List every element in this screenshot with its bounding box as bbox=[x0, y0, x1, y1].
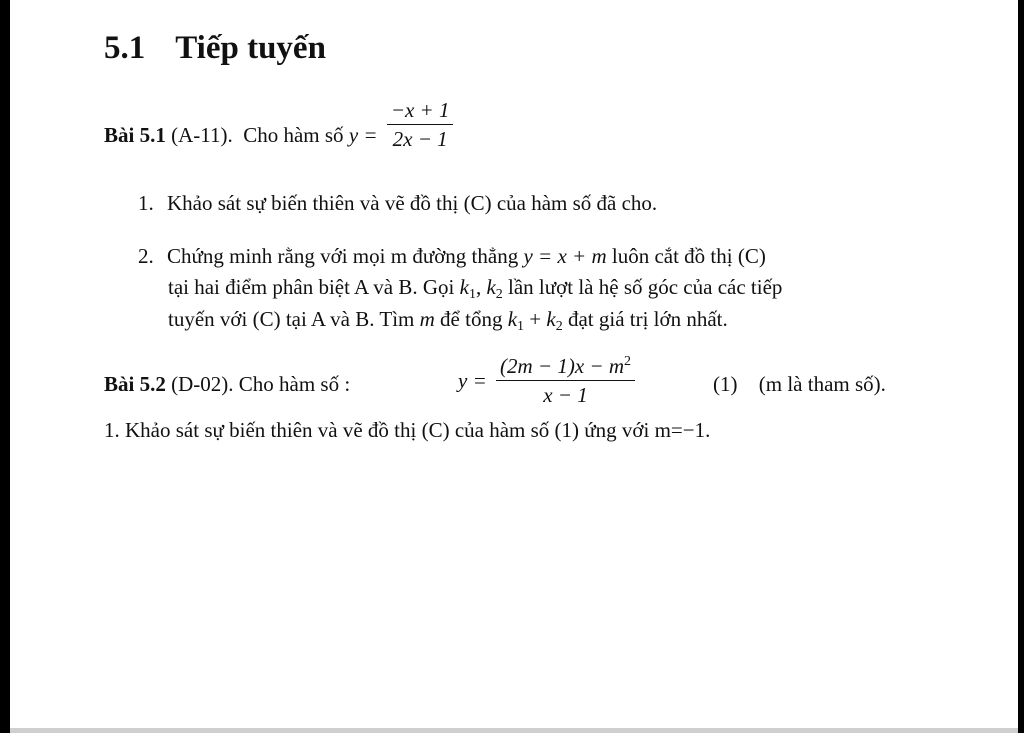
slope-k2: $k_2$ bbox=[486, 275, 503, 302]
fraction-numerator: $(2m - 1)x - m^2$ bbox=[500, 354, 631, 378]
exercise-label: Bài 5.2 bbox=[104, 372, 166, 396]
item-text: đạt giá trị lớn nhất. bbox=[567, 307, 728, 331]
item-text: 1. Khảo sát sự biến thiên và vẽ đồ thị (C) của hàm số (1) ứng với m= bbox=[104, 418, 683, 442]
list-item bbox=[138, 246, 766, 267]
equation-tag bbox=[713, 374, 886, 395]
item-text: lần lượt là hệ số góc của các tiếp bbox=[508, 275, 783, 299]
line-equation: y = x + m bbox=[523, 244, 607, 268]
fraction-denominator: x − 1 bbox=[496, 380, 635, 406]
function-fraction bbox=[387, 100, 454, 150]
item-text: luôn cắt đồ thị (C) bbox=[611, 244, 766, 268]
m-value: −1 bbox=[682, 418, 706, 442]
item-text: tại hai điểm phân biệt A và B. Gọi bbox=[168, 275, 455, 299]
exercise-source: (A-11). bbox=[171, 122, 233, 147]
exercise-5-1-heading bbox=[104, 98, 457, 151]
slope-k1: $k_1$ bbox=[459, 275, 476, 302]
param-m: m bbox=[419, 307, 435, 331]
section-number: 5.1 bbox=[104, 30, 146, 66]
section-title-text: Tiếp tuyến bbox=[175, 30, 326, 66]
page-bottom-edge bbox=[10, 728, 1018, 733]
exercise-intro: Cho hàm số bbox=[243, 122, 344, 147]
function-lhs: y = bbox=[458, 368, 487, 393]
exercise-5-2-item-1: 1. Khảo sát sự biến thiên và vẽ đồ thị (C) của hàm số (1) ứng với m=−1. bbox=[104, 418, 711, 442]
exercise-label: Bài 5.1 bbox=[104, 122, 166, 147]
item-text: tuyến với (C) tại A và B. Tìm bbox=[168, 307, 415, 331]
exercise-source: (D-02). bbox=[171, 372, 234, 396]
equation-number: (1) bbox=[713, 372, 738, 396]
fraction-denominator: 2x − 1 bbox=[387, 124, 454, 150]
exercise-5-2-heading bbox=[104, 374, 350, 395]
list-item-continuation: tại hai điểm phân biệt A và B. Gọi $k_1$, $k_2$ lần lượt là hệ số góc của các tiếp bbox=[168, 275, 783, 302]
item-text: để tổng bbox=[440, 307, 503, 331]
item-text: Khảo sát sự biến thiên và vẽ đồ thị (C) của hàm số đã cho. bbox=[167, 191, 658, 215]
function-lhs: y = bbox=[348, 122, 378, 147]
parameter-note: (m là tham số). bbox=[758, 372, 886, 396]
exercise-intro: Cho hàm số : bbox=[238, 372, 351, 396]
section-heading bbox=[104, 30, 326, 67]
fraction-numerator: −x + 1 bbox=[390, 98, 450, 122]
list-item-continuation bbox=[168, 307, 728, 334]
item-marker: 1. bbox=[138, 191, 154, 215]
function-fraction bbox=[496, 356, 635, 406]
item-marker: 2. bbox=[138, 244, 154, 268]
list-item bbox=[138, 193, 657, 214]
function-2 bbox=[458, 356, 639, 406]
sum-expression: $k_1 + k_2$ bbox=[507, 307, 563, 334]
document-page bbox=[10, 0, 1018, 733]
item-text: Chứng minh rằng với mọi m đường thẳng bbox=[167, 244, 519, 268]
